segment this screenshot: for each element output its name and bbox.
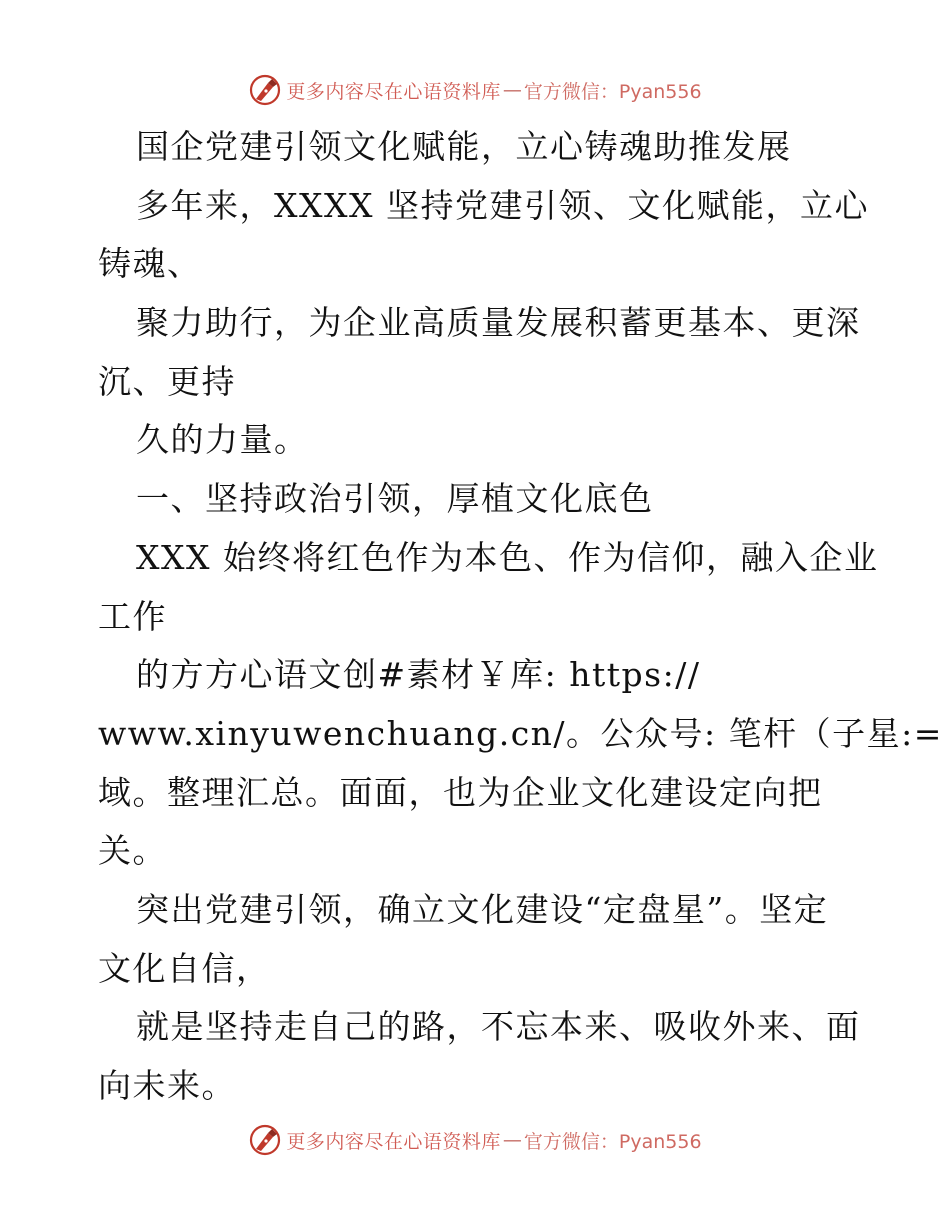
text-line: 域。整理汇总。面面，也为企业文化建设定向把 (98, 772, 823, 812)
fountain-pen-logo-icon (248, 1123, 282, 1157)
text-line: 向未来。 (98, 1066, 236, 1105)
text-line: 文化自信， (98, 948, 271, 988)
text-line: 就是坚持走自己的路，不忘本来、吸收外来、面 (136, 1007, 861, 1047)
footer-watermark-banner (0, 1118, 950, 1162)
text-line: 多年来，XXXX 坚持党建引领、文化赋能，立心 (136, 185, 869, 225)
banner-contact: 官方微信：Pyan556 (523, 80, 702, 103)
banner-title: 更多内容尽在心语资料库 (286, 1130, 501, 1153)
text-line: XXX 始终将红色作为本色、作为信仰，融入企业 (136, 537, 879, 577)
text-line: 聚力助行，为企业高质量发展积蓄更基本、更深 (136, 303, 861, 343)
text-line: 国企党建引领文化赋能，立心铸魂助推发展 (136, 127, 792, 166)
text-line: 一、坚持政治引领，厚植文化底色 (136, 479, 654, 519)
banner-separator: — (502, 79, 522, 101)
document-body (98, 118, 943, 1116)
text-line: 沉、更持 (98, 361, 236, 401)
text-line: 久的力量。 (136, 420, 309, 460)
text-line: 工作 (98, 596, 167, 636)
banner-separator: — (502, 1129, 522, 1151)
text-line: www.xinyuwenchuang.cn/。公众号: 笔杆（子星:= (98, 713, 943, 753)
fountain-pen-logo-icon (248, 73, 282, 107)
banner-contact: 官方微信：Pyan556 (523, 1130, 702, 1153)
header-watermark-banner (0, 68, 950, 112)
banner-title: 更多内容尽在心语资料库 (286, 80, 501, 103)
text-line: 铸魂、 (98, 244, 202, 284)
text-line: 关。 (98, 831, 167, 871)
text-line: 的方方心语文创#素材￥库: https:// (136, 655, 701, 695)
text-line: 突出党建引领，确立文化建设“定盘星”。坚定 (136, 889, 829, 929)
